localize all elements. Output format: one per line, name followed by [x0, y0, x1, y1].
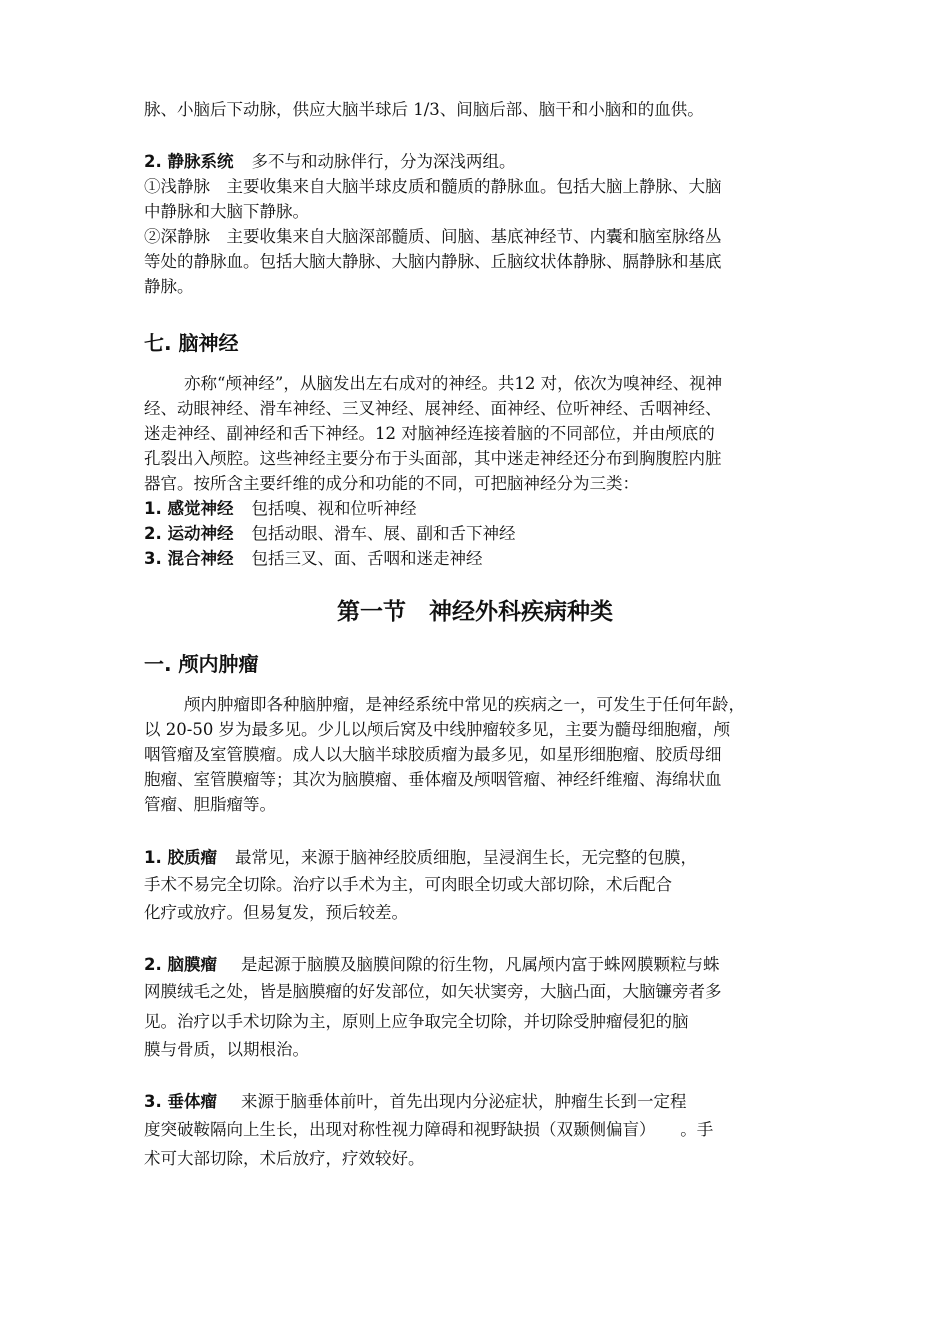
pituitary-item — [144, 1089, 687, 1114]
pituitary-line: 度突破鞍隔向上生长，出现对称性视力障碍和视野缺损（双颞侧偏盲） 。手 — [144, 1120, 714, 1139]
meningioma-line: 见。治疗以手术切除为主，原则上应争取完全切除，并切除受肿瘤侵犯的脑 — [144, 1012, 689, 1031]
meningioma-line: 膜与骨质，以期根治。 — [144, 1040, 309, 1059]
nerve-type-text: 包括动眼、滑车、展、副和舌下神经 — [251, 524, 516, 543]
paragraph-line: 器官。按所含主要纤维的成分和功能的不同，可把脑神经分为三类： — [144, 474, 639, 493]
shallow-vein-line: ①浅静脉 主要收集来自大脑半球皮质和髓质的静脉血。包括大脑上静脉、大脑 — [144, 177, 722, 196]
paragraph-line: 孔裂出入颅腔。这些神经主要分布于头面部，其中迷走神经还分布到胸腹腔内脏 — [144, 449, 722, 468]
glioma-item — [144, 845, 697, 870]
shallow-vein-line: 中静脉和大脑下静脉。 — [144, 202, 309, 221]
meningioma-label: 2. 脑膜瘤 — [144, 955, 217, 974]
paragraph-line: 亦称“颅神经”，从脑发出左右成对的神经。共12 对，依次为嗅神经、视神 — [184, 374, 723, 393]
deep-vein-line: ②深静脉 主要收集来自大脑深部髓质、间脑、基底神经节、内囊和脑室脉络丛 — [144, 227, 722, 246]
section-heading-cranial-nerves: 七. 脑神经 — [144, 331, 239, 355]
nerve-type-text: 包括嗅、视和位听神经 — [251, 499, 417, 518]
paragraph-line: 以 20-50 岁为最多见。少儿以颅后窝及中线肿瘤较多见，主要为髓母细胞瘤，颅 — [144, 720, 731, 739]
pituitary-label: 3. 垂体瘤 — [144, 1092, 217, 1111]
pituitary-line: 术可大部切除，术后放疗，疗效较好。 — [144, 1149, 425, 1168]
glioma-label: 1. 胶质瘤 — [144, 848, 217, 867]
nerve-type-label: 1. 感觉神经 — [144, 499, 234, 518]
vein-system-label: 2. 静脉系统 — [144, 152, 234, 171]
deep-vein-line: 静脉。 — [144, 277, 194, 296]
paragraph-line: 胞瘤、室管膜瘤等；其次为脑膜瘤、垂体瘤及颅咽管瘤、神经纤维瘤、海绵状血 — [144, 770, 722, 789]
meningioma-item — [144, 952, 720, 977]
nerve-type-text: 包括三叉、面、舌咽和迷走神经 — [251, 549, 483, 568]
vein-system-intro — [144, 149, 516, 174]
meningioma-text: 是起源于脑膜及脑膜间隙的衍生物，凡属颅内富于蛛网膜颗粒与蛛 — [241, 955, 720, 974]
nerve-type-item — [144, 496, 417, 521]
chapter-title: 第一节 神经外科疾病种类 — [337, 599, 613, 625]
paragraph-line: 经、动眼神经、滑车神经、三叉神经、展神经、面神经、位听神经、舌咽神经、 — [144, 399, 722, 418]
pituitary-text: 来源于脑垂体前叶，首先出现内分泌症状，肿瘤生长到一定程 — [241, 1092, 687, 1111]
deep-vein-line: 等处的静脉血。包括大脑大静脉、大脑内静脉、丘脑纹状体静脉、膈静脉和基底 — [144, 252, 722, 271]
nerve-type-item — [144, 546, 483, 571]
vein-system-text: 多不与和动脉伴行，分为深浅两组。 — [251, 152, 516, 171]
paragraph-line: 迷走神经、副神经和舌下神经。12 对脑神经连接着脑的不同部位，并由颅底的 — [144, 424, 715, 443]
paragraph-line: 咽管瘤及室管膜瘤。成人以大脑半球胶质瘤为最多见，如星形细胞瘤、胶质母细 — [144, 745, 722, 764]
nerve-type-item — [144, 521, 516, 546]
glioma-text: 最常见，来源于脑神经胶质细胞，呈浸润生长，无完整的包膜， — [235, 848, 697, 867]
glioma-line: 手术不易完全切除。治疗以手术为主，可肉眼全切或大部切除，术后配合 — [144, 875, 672, 894]
glioma-line: 化疗或放疗。但易复发，预后较差。 — [144, 903, 408, 922]
section-heading-intracranial-tumor: 一. 颅内肿瘤 — [144, 652, 259, 676]
nerve-type-label: 3. 混合神经 — [144, 549, 234, 568]
paragraph-line: 管瘤、胆脂瘤等。 — [144, 795, 276, 814]
paragraph-line: 脉、小脑后下动脉，供应大脑半球后 1/3、间脑后部、脑干和小脑和的血供。 — [144, 100, 704, 119]
nerve-type-label: 2. 运动神经 — [144, 524, 234, 543]
paragraph-line: 颅内肿瘤即各种脑肿瘤，是神经系统中常见的疾病之一，可发生于任何年龄， — [184, 695, 745, 714]
meningioma-line: 网膜绒毛之处，皆是脑膜瘤的好发部位，如矢状窦旁，大脑凸面，大脑镰旁者多 — [144, 982, 722, 1001]
